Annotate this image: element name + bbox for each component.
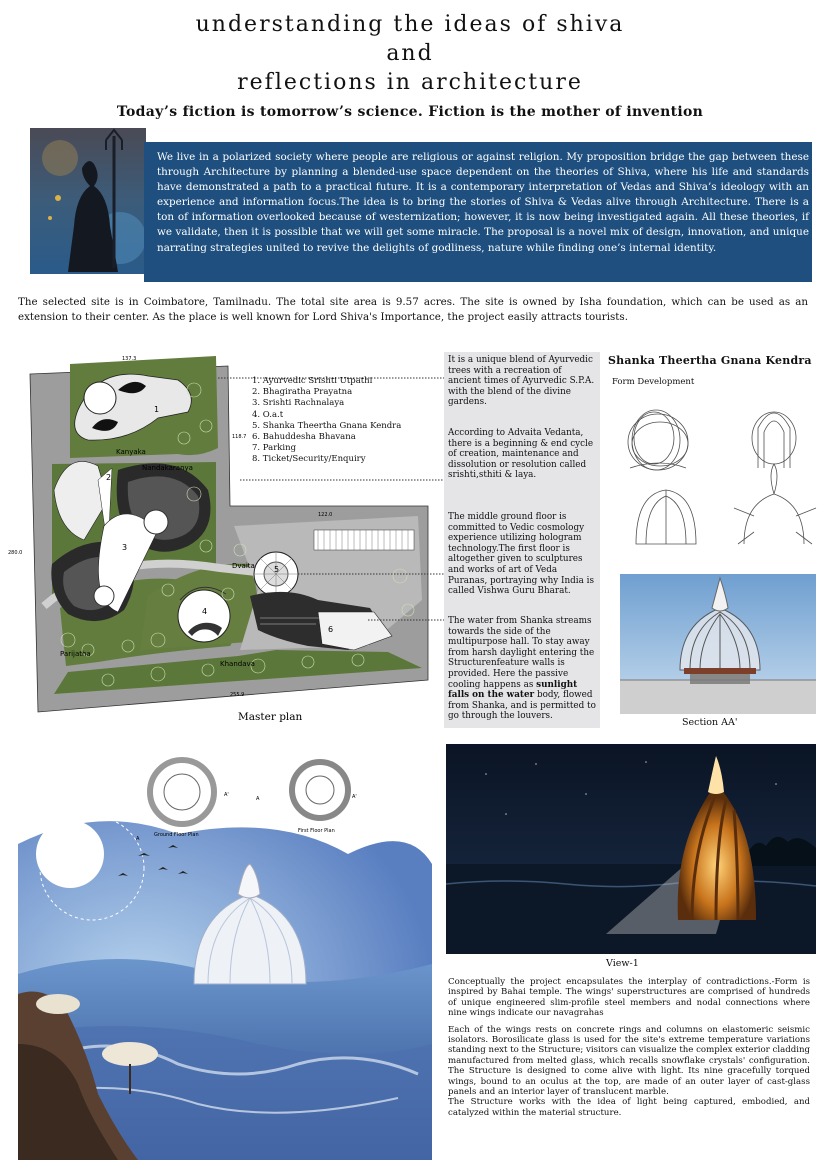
- plan-num-5: 5: [274, 565, 280, 574]
- first-floor-plan-label: First Floor Plan: [298, 828, 335, 834]
- concept-p1: Conceptually the project encapsulates the interplay of contradictions.-Form is inspired by Bahai temple. The wings' superstructures are comprised of hundreds of unique engineered slim-profile steel members and nodal connections where nine wings indicate our navagrahas: [448, 977, 810, 1019]
- title-line-2: and: [386, 41, 434, 66]
- title-line-1: understanding the ideas of shiva: [195, 12, 625, 37]
- desc-water: [448, 616, 596, 722]
- desc-water-b: sunlight falls on the water: [448, 679, 578, 701]
- zone-parijatha: Parijatha: [60, 650, 91, 658]
- ground-floor-plan-label: Ground Floor Plan: [154, 832, 199, 838]
- arrow-a-right: A': [224, 792, 229, 798]
- section-caption: Section AA': [682, 717, 738, 728]
- legend-item: 7. Parking: [252, 443, 297, 454]
- zone-khandava: Khandava: [220, 660, 255, 668]
- zone-nandakaranya: Nandakaranya: [142, 464, 193, 472]
- view-caption: View-1: [606, 958, 639, 969]
- desc-water-a: The water from Shanka streams towards the side of the multipurpose hall. To stay away from harsh daylight entering the Structurenfeature walls is provided. Here the passive cooling happens as: [448, 616, 595, 690]
- legend-item: 3. Srishti Rachnalaya: [252, 398, 345, 409]
- desc-ground-floor: The middle ground floor is committed to Vedic cosmology experience utilizing hologram technology.The first floor is altogether given to sculptures and works of art of Veda Puranas, portraying why India is called Vishwa Guru Bharat.: [448, 512, 594, 597]
- section-aa-image: [620, 574, 816, 714]
- site-description: The selected site is in Coimbatore, Tamilnadu. The total site area is 9.57 acres. The site is owned by Isha foundation, which can be used as an extension to their center. As the place is well known for Lord Shiva's Importance, the project easily attracts tourists.: [18, 296, 808, 323]
- dim-top: 137.3: [122, 356, 137, 362]
- dim-mid: 122.0: [318, 512, 333, 518]
- title-line-3: reflections in architecture: [237, 70, 583, 95]
- desc-ayurvedic: It is a unique blend of Ayurvedic trees with a recreation of ancient times of Ayurvedic S.P.A. with the blend of the divine gardens.: [448, 355, 595, 408]
- master-plan-caption: Master plan: [238, 711, 303, 723]
- desc-water-c: body, flowed from Shanka, and is permitted to go through the louvers.: [448, 690, 596, 722]
- plan-num-2: 2: [106, 473, 112, 482]
- concept-description: [448, 977, 810, 1124]
- night-view-render: [446, 744, 816, 954]
- dim-bottom: 255.9: [230, 692, 245, 698]
- arrow-a2-right: A': [352, 794, 357, 800]
- concept-p2: Each of the wings rests on concrete rings and columns on elastomeric seismic isolators. Borosilicate glass is used for the site's extreme temperature variations standing next to the Structure; visitors can visualize the complex exterior cladding manufactured from melted glass, which recalls snowflake crystals' configuration. The Structure is designed to come alive with light. Its nine gracefully torqued wings, bound to an oculus at the top, are made of an outer layer of cast-glass panels and an interior layer of translucent marble.: [448, 1024, 810, 1098]
- zone-dvaita: Dvaita: [232, 562, 255, 570]
- legend-item: 4. O.a.t: [252, 409, 284, 420]
- plan-num-3: 3: [122, 543, 128, 552]
- plan-legend: [252, 376, 402, 466]
- plan-num-1: 1: [154, 405, 160, 414]
- plan-num-6: 6: [328, 625, 334, 634]
- kendra-title: Shanka Theertha Gnana Kendra: [608, 354, 812, 367]
- shiva-illustration: [30, 128, 146, 274]
- form-development-label: Form Development: [612, 377, 695, 387]
- dim-right: 118.7: [232, 434, 247, 440]
- zone-kanyaka: Kanyaka: [116, 448, 146, 456]
- arrow-a2-left: A: [256, 796, 260, 802]
- concept-p3: The Structure works with the idea of light being captured, embodied, and catalyzed within the material structure.: [448, 1097, 810, 1118]
- dim-left: 280.0: [8, 550, 23, 556]
- legend-item: 8. Ticket/Security/Enquiry: [252, 454, 366, 465]
- intro-text: We live in a polarized society where people are religious or against religion. My proposition bridge the gap between these through Architecture by planning a blended-use space dependent on the theories of Shiva, where his life and standards have demonstrated a path to a practical future. It is a contemporary interpretation of Vedas and Shiva’s ideology with an experience and information focus.The idea is to bring the stories of Shiva & Vedas alive through Architecture. There is a ton of information overlooked because of westernization; however, it is now being investigated again. All these theories, if we validate, then it is possible that we will get some miracle. The proposal is a novel mix of design, innovation, and unique narrating strategies united to revive the delights of godliness, nature while finding one’s internal identity.: [157, 151, 809, 254]
- legend-item: 6. Bahuddesha Bhavana: [252, 432, 356, 443]
- arrow-a-left: A: [136, 836, 140, 842]
- tagline: Today’s fiction is tomorrow’s science. Fiction is the mother of invention: [116, 104, 704, 120]
- form-development-sketches: [608, 398, 818, 568]
- desc-advaita: According to Advaita Vedanta, there is a beginning & end cycle of creation, maintenance and dissolution or resolution called srishti,sthiti & laya.: [448, 428, 594, 481]
- legend-item: 1. Ayurvedic Srishti Utpathi: [252, 376, 373, 386]
- legend-item: 5. Shanka Theertha Gnana Kendra: [252, 420, 402, 431]
- watercolor-render: [18, 744, 432, 1160]
- plan-num-4: 4: [202, 607, 208, 616]
- legend-item: 2. Bhagiratha Prayatna: [252, 387, 353, 398]
- poster-title: [0, 10, 820, 97]
